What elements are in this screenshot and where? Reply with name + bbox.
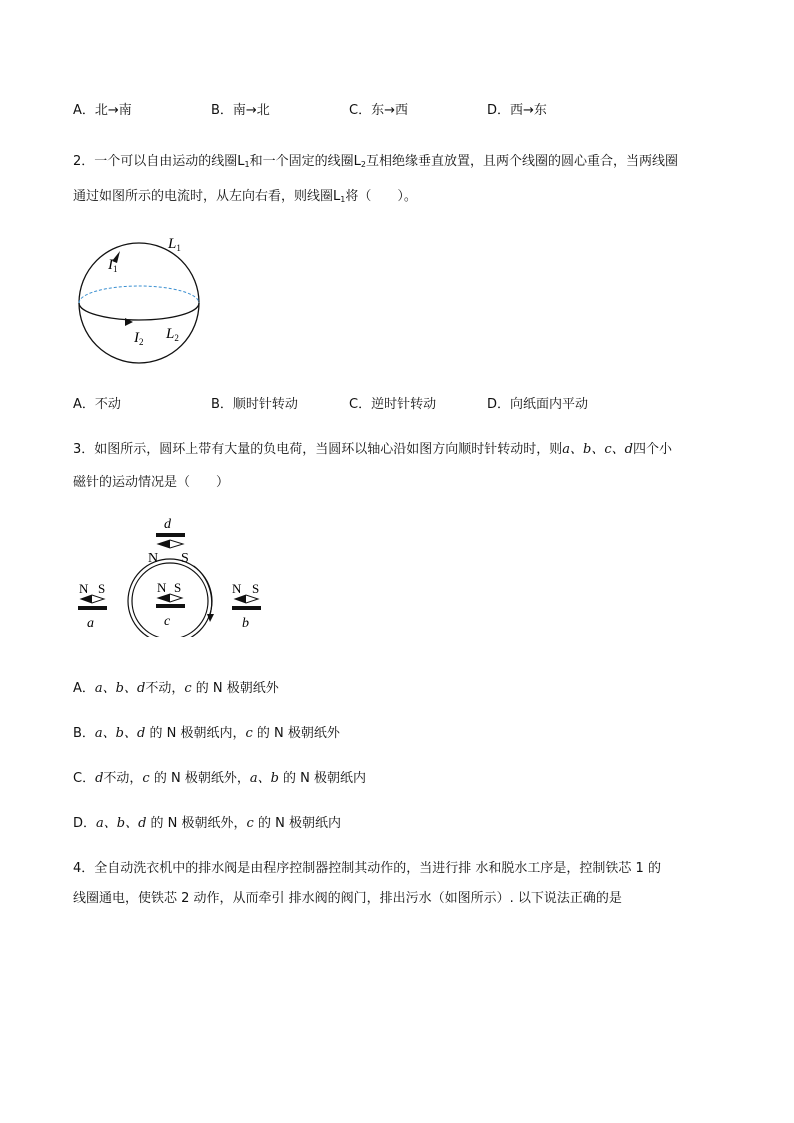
q3-stem-line1: 3．如图所示，圆环上带有大量的负电荷，当圆环以轴心沿如图方向顺时针转动时，则a、b、c、d四个小 [73, 442, 672, 457]
needle-a-bar [78, 606, 107, 610]
q2-stem-line2: 通过如图所示的电流时，从左向右看，则线圈$L_1$将（ ）。 [73, 189, 417, 204]
q3-option-c: C．d不动，c 的 N 极朝纸外，a、b 的 N 极朝纸内 [73, 771, 367, 786]
needle-c-bar [156, 604, 185, 608]
q2-option-b: B．顺时针转动 [211, 397, 298, 412]
q4-stem-line1: 4．全自动洗衣机中的排水阀是由程序控制器控制其动作的，当进行排 水和脱水工序是，控制铁芯 1 的 [73, 861, 661, 876]
q4-stem-line2: 线圈通电，使铁芯 2 动作，从而牵引 排水阀的阀门，排出污水（如图所示）. 以下说法正确的是 [73, 891, 622, 906]
label-d: d [164, 517, 171, 532]
label-c-n: N [157, 580, 167, 595]
q1-option-c: C．东→西 [349, 103, 408, 118]
q1-option-d: D．西→东 [487, 103, 547, 118]
label-i1: $I_1$ [108, 257, 118, 274]
label-c-s: S [174, 580, 182, 595]
label-b-n: N [232, 581, 242, 596]
needle-d-north-half [158, 540, 170, 548]
q2-stem-line1: 2．一个可以自由运动的线圈$L_1$和一个固定的线圈$L_2$互相绝缘垂直放置，且两个线圈的圆心重合，当两线圈 [73, 154, 678, 169]
q2-coil-figure [70, 235, 210, 370]
q3-stem-line2: 磁针的运动情况是（ ） [73, 475, 230, 490]
q3-ring-figure [70, 512, 280, 637]
coil-l2-front-arc [79, 303, 199, 320]
arrow-i1-icon [112, 251, 120, 263]
needle-a-north-half [81, 595, 92, 603]
label-d-n: N [148, 551, 159, 566]
label-a: a [87, 616, 94, 631]
label-d-s: S [181, 551, 189, 566]
label-b: b [242, 616, 249, 631]
q2-option-c: C．逆时针转动 [349, 397, 437, 412]
coil-l2-back-arc [79, 286, 199, 303]
needle-c-north-half [158, 594, 170, 602]
label-a-n: N [79, 581, 89, 596]
q2-option-d: D．向纸面内平动 [487, 397, 589, 412]
q3-option-b: B．a、b、d 的 N 极朝纸内，c 的 N 极朝纸外 [73, 726, 340, 741]
label-l1: $L_1$ [168, 236, 181, 253]
label-c: c [164, 614, 171, 629]
label-b-s: S [252, 581, 260, 596]
label-a-s: S [98, 581, 106, 596]
q2-option-a: A．不动 [73, 397, 121, 412]
q1-option-a: A．北→南 [73, 103, 132, 118]
label-i2: $I_2$ [134, 330, 144, 347]
needle-b-north-half [235, 595, 246, 603]
label-l2: $L_2$ [166, 326, 179, 343]
needle-d-bar [156, 533, 185, 537]
needle-b-bar [232, 606, 261, 610]
q3-option-d: D．a、b、d 的 N 极朝纸外，c 的 N 极朝纸内 [73, 816, 341, 831]
q3-option-a: A．a、b、d不动，c 的 N 极朝纸外 [73, 681, 279, 696]
q1-option-b: B．南→北 [211, 103, 270, 118]
